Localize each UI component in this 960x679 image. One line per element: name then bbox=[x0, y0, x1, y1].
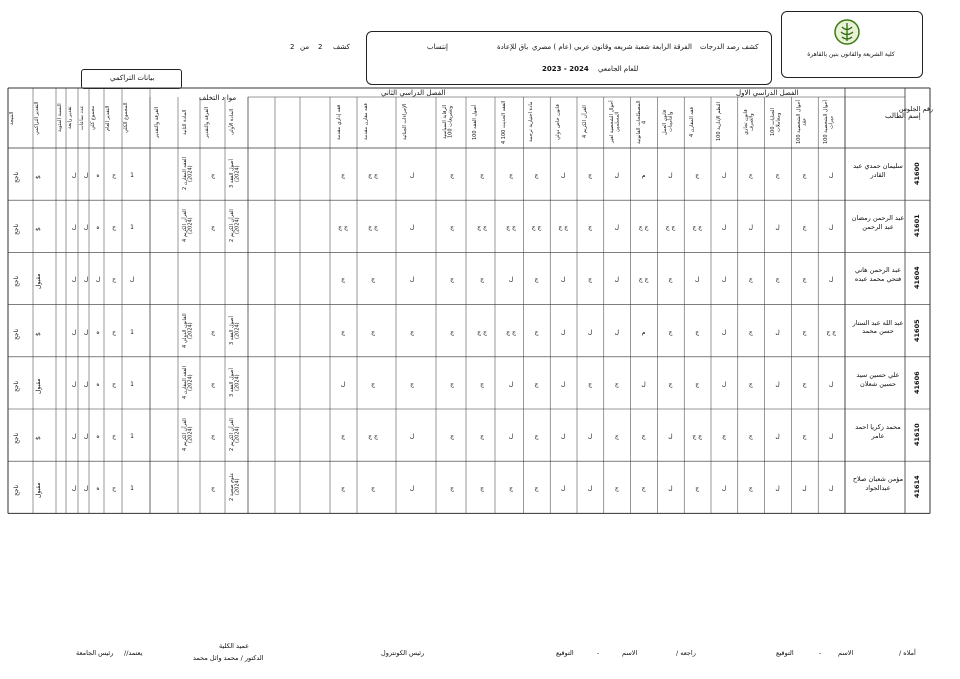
sem1-grade: ج bbox=[641, 433, 646, 440]
sem2-subject-header: فقه مقارن مقدمة bbox=[363, 103, 369, 141]
sem1-grade: ل bbox=[775, 328, 780, 336]
sem1-grade: ج bbox=[534, 433, 539, 440]
sem1-grade: ج bbox=[534, 485, 539, 493]
sem1-subject-header: القرآن الكريم 4 bbox=[582, 105, 588, 139]
col-semester1: الفصل الدراسي الاول bbox=[736, 89, 799, 97]
sem1-subject-header: مادة اختيارية ترجمة bbox=[528, 101, 535, 143]
cum-percent: $ bbox=[35, 436, 42, 440]
sem1-grade: ج bbox=[668, 380, 673, 388]
sem2-subject-header: الإجراءات الجنائية bbox=[402, 103, 408, 141]
carried-subject: القانون الدولي 4 (2024) bbox=[182, 313, 194, 348]
hours-value: ه bbox=[96, 433, 100, 440]
result-value: ناجح bbox=[13, 484, 20, 496]
sem1-grade: ل bbox=[587, 433, 593, 440]
sem2-grade: ج bbox=[450, 276, 454, 284]
sem1-grade: ل bbox=[721, 224, 727, 232]
sem2-subject-header: الرقابة السياسية وتشريعات 100 bbox=[442, 104, 454, 140]
overall-grade: ح bbox=[112, 328, 116, 336]
hours-value: ه bbox=[96, 485, 100, 493]
sem1-grade: ج bbox=[668, 276, 673, 284]
sem2-grade: ج bbox=[341, 328, 345, 336]
tail-header-total: مجموع كلي bbox=[90, 105, 96, 131]
sem2-grade: ج ج bbox=[368, 224, 378, 232]
sem2-grade: ج bbox=[410, 380, 414, 388]
tail-header-overall: التقدير العام bbox=[105, 105, 111, 131]
result-value: ناجح bbox=[13, 275, 20, 287]
sem1-grade: ل bbox=[561, 485, 566, 493]
sem2-grade: ل bbox=[409, 224, 415, 232]
sem1-subject-header: قانون العمل والتأمينات bbox=[662, 109, 674, 135]
result-value: ناجح bbox=[13, 328, 20, 340]
sem1-grade: ج bbox=[802, 172, 807, 179]
sem2-grade: ج bbox=[341, 433, 345, 440]
sem2-subject-header: فقه إداري مقدمة bbox=[336, 104, 342, 140]
level4-grade-b: ل bbox=[71, 380, 77, 388]
sem2-subject-header: الفقه الحديث 100 4 bbox=[501, 100, 507, 144]
sem1-grade: ل bbox=[802, 485, 807, 493]
seat-number: 41610 bbox=[913, 423, 921, 447]
sem1-grade: ل bbox=[721, 328, 727, 336]
tail-header-cum_grade: التقدير التراكمي bbox=[34, 101, 40, 135]
result-value: ناجح bbox=[13, 432, 20, 444]
footer-sign2: التوقيع bbox=[556, 649, 574, 657]
sem2-grade: ج bbox=[450, 485, 454, 493]
sem2-grade: ج bbox=[450, 172, 454, 179]
tail-header-level4: تقدير رابعة bbox=[67, 106, 73, 130]
sem1-grade: ج bbox=[748, 485, 753, 493]
report-title: كشف رصد الدرجات bbox=[700, 43, 759, 51]
overall-grade: ح bbox=[112, 276, 116, 284]
sem1-subject-header: قانون خاص دولي bbox=[555, 104, 562, 140]
sem1-grade: ج bbox=[588, 224, 592, 232]
grand-total: 1 bbox=[130, 380, 134, 388]
sem2-grade: ج ج bbox=[477, 328, 487, 336]
overall-grade: ح bbox=[112, 485, 116, 493]
carried-grade: ج bbox=[211, 485, 215, 493]
carried-subject: أصول الفقه 3 (2024) bbox=[229, 316, 241, 346]
level4-grade-b: ل bbox=[71, 172, 77, 179]
footer-president: رئيس الجامعة bbox=[76, 649, 114, 657]
carried-grade: ج bbox=[211, 172, 215, 179]
sem1-grade: ج bbox=[748, 328, 753, 336]
cum-percent: $ bbox=[35, 227, 42, 232]
sem1-grade: ل bbox=[775, 224, 780, 232]
sem2-grade: ج bbox=[480, 276, 484, 284]
col-seat-no: رقم الجلوس bbox=[899, 105, 934, 113]
sem2-subject-header: أصول الفقه 100 bbox=[472, 104, 478, 140]
footer-approved: يعتمد// bbox=[124, 649, 143, 657]
hours-value: ه bbox=[96, 380, 100, 388]
sem2-grade: ج bbox=[371, 380, 375, 388]
sem1-grade: ج bbox=[748, 172, 753, 179]
leave-status: باق للإعادة bbox=[497, 43, 529, 51]
carried-grade: ج bbox=[211, 433, 215, 440]
sem2-grade: ج bbox=[480, 380, 484, 388]
student-name: عبد الرحمن رمضان عبد الرحمن bbox=[851, 214, 905, 231]
sem1-grade: ج bbox=[722, 433, 726, 440]
sem1-grade: ج bbox=[775, 172, 780, 179]
sem1-grade: ج bbox=[614, 485, 619, 493]
seat-number: 41604 bbox=[913, 267, 921, 290]
sem2-grade: ج bbox=[450, 328, 454, 336]
sem1-grade: ج bbox=[748, 380, 753, 388]
sem1-grade: ل bbox=[721, 172, 727, 179]
sem1-grade: ل bbox=[829, 224, 834, 232]
sem2-grade: ج bbox=[450, 433, 454, 440]
sem1-grade: ج ج bbox=[638, 224, 649, 232]
academic-year-label: للعام الجامعي bbox=[598, 65, 639, 73]
sem1-grade: ل bbox=[721, 380, 727, 388]
footer-dean-name: الدكتور / محمد وائل محمد bbox=[193, 654, 264, 662]
sem1-grade: ل bbox=[829, 172, 834, 179]
level4-grade: ل bbox=[83, 172, 89, 179]
level4-grade: ل bbox=[83, 276, 89, 284]
sem1-grade: ج bbox=[695, 172, 700, 179]
sem1-grade: ج bbox=[802, 328, 807, 336]
tail-header-grand_total: المجموع الكلي bbox=[123, 102, 129, 134]
sem1-grade: ل bbox=[721, 485, 727, 493]
sem1-grade: ل bbox=[829, 276, 834, 284]
cum-percent: مقبول bbox=[35, 378, 42, 394]
tail-header-cum_pct: النسبة المئوية bbox=[57, 103, 63, 133]
footer-dictated: أملاه / bbox=[899, 649, 916, 657]
of-label: من bbox=[300, 43, 310, 51]
col-semester2: الفصل الدراسي الثاني bbox=[381, 89, 446, 97]
sem1-grade: ل bbox=[641, 380, 646, 388]
sem1-subject-header: فقه المقارن 4 bbox=[689, 107, 696, 137]
sem2-grade: ج bbox=[371, 485, 375, 493]
level4-grade: ل bbox=[83, 433, 89, 440]
student-name: مؤمن شعبان صلاح عبدالجواد bbox=[852, 475, 904, 492]
seat-number: 41606 bbox=[913, 371, 921, 395]
sem1-grade: ج ج bbox=[665, 224, 676, 232]
academic-year: 2023 - 2024 bbox=[542, 65, 589, 73]
sem1-grade: ل bbox=[614, 224, 619, 232]
sem1-grade: ج bbox=[668, 328, 673, 336]
sem2-grade: ل bbox=[409, 485, 415, 493]
cum-percent: مقبول bbox=[35, 273, 42, 290]
carried-subject: القرآن الكريم 4 (2024) bbox=[182, 418, 194, 452]
carried-subject: أصول الفقه 3 (2024) bbox=[229, 368, 241, 398]
overall-grade: ح bbox=[112, 172, 116, 179]
sheet-number: 2 bbox=[318, 43, 323, 51]
sem1-grade: ج bbox=[614, 380, 619, 388]
sem1-grade: ل bbox=[561, 433, 566, 440]
grand-total: ل bbox=[129, 276, 135, 284]
sem1-grade: ج bbox=[695, 380, 700, 388]
sem2-grade: ل bbox=[508, 276, 514, 284]
sem1-grade: م bbox=[641, 328, 646, 336]
sem1-grade: ج bbox=[802, 380, 807, 388]
seat-number: 41600 bbox=[913, 162, 921, 186]
sem1-grade: ل bbox=[695, 276, 700, 284]
footer-name2: الاسم bbox=[622, 649, 638, 657]
carried-grade: ج bbox=[211, 328, 215, 336]
level4-grade-b: ل bbox=[71, 328, 77, 336]
sem1-grade: ل bbox=[829, 380, 834, 388]
carried-subject: أصول الفقه 3 (2024) bbox=[229, 159, 241, 189]
carried-subject-header: المادة الأولى bbox=[229, 108, 235, 136]
student-name: علي حسين سيد حسين شعلان bbox=[856, 370, 900, 388]
footer-sign1: التوقيع bbox=[776, 649, 794, 657]
result-value: ناجح bbox=[13, 171, 20, 183]
seat-number: 41601 bbox=[913, 214, 921, 238]
col-carried: موا د التخلف bbox=[199, 94, 237, 102]
tail-header-result: النتيجة bbox=[9, 111, 15, 125]
sem1-subject-header: الجنايات 100 ومعاملات bbox=[769, 108, 781, 136]
sem1-grade: ل bbox=[829, 433, 834, 440]
sem2-grade: ج bbox=[509, 172, 513, 179]
sem1-grade: ل bbox=[614, 276, 619, 284]
sem1-grade: ل bbox=[587, 328, 593, 336]
hours-value: ه bbox=[96, 172, 100, 179]
grand-total: 1 bbox=[130, 172, 134, 179]
seat-number: 41605 bbox=[913, 319, 921, 342]
sem2-grade: ج ج bbox=[506, 224, 516, 232]
grand-total: 1 bbox=[130, 224, 134, 232]
sem2-grade: ج ج bbox=[506, 328, 516, 336]
sem1-grade: م bbox=[641, 172, 646, 179]
cumulative-label: بيانات التراكمي bbox=[110, 74, 155, 82]
level4-grade-b: ل bbox=[71, 276, 77, 284]
sem1-grade: ج bbox=[588, 380, 592, 388]
sem1-grade: ل bbox=[668, 433, 673, 440]
sem2-grade: ج bbox=[371, 276, 375, 284]
sem1-subject-header: قانون تجاري والصرف bbox=[742, 109, 755, 135]
cum-percent: $ bbox=[35, 175, 42, 179]
level4-grade-b: ل bbox=[71, 485, 77, 493]
sem2-grade: ج bbox=[371, 328, 375, 336]
overall-grade: ح bbox=[112, 380, 116, 388]
sem1-grade: ج bbox=[748, 276, 753, 284]
sheet-label: كشف bbox=[333, 43, 350, 51]
sem1-subject-header: أحوال الشخصية 100 ميراث bbox=[823, 100, 835, 144]
tail-header-hours: عدد ساعات bbox=[79, 105, 85, 131]
sem1-grade: ل bbox=[561, 276, 566, 284]
sem2-grade: ج bbox=[450, 380, 454, 388]
sem1-grade: ل bbox=[748, 224, 753, 232]
sem2-grade: ل bbox=[340, 380, 346, 388]
sem1-subject-header: النظم الإدارية 100 bbox=[716, 102, 722, 142]
carried-subject-header: الفرقة والتقدير bbox=[154, 106, 160, 138]
sem2-grade: ج ج bbox=[368, 433, 378, 440]
sem2-grade: ج bbox=[480, 485, 484, 493]
sem2-grade: ج bbox=[341, 276, 345, 284]
carried-subject-header: الفرقة والتقدير bbox=[204, 106, 210, 138]
carried-grade: ج bbox=[211, 380, 215, 388]
sem2-grade: ج ج bbox=[368, 172, 378, 179]
hours-value: ه bbox=[96, 224, 100, 232]
sem2-grade: ل bbox=[409, 276, 415, 284]
student-name: عبد الله عبد الستار حسن محمد bbox=[852, 318, 904, 336]
sem1-grade: ل bbox=[775, 380, 780, 388]
sem1-grade: ج bbox=[588, 172, 592, 179]
carried-subject: القرآن الكريم 2 (2024) bbox=[229, 209, 241, 243]
sem2-grade: ل bbox=[508, 433, 514, 440]
level4-grade: ل bbox=[83, 328, 89, 336]
carried-subject: القرآن الكريم 4 (2024) bbox=[182, 209, 194, 243]
sem2-grade: ج bbox=[341, 172, 345, 179]
hours-value: ه bbox=[96, 328, 100, 336]
sem1-grade: ج ج bbox=[638, 276, 649, 284]
seat-number: 41614 bbox=[913, 475, 921, 499]
sem2-grade: ج bbox=[450, 224, 454, 232]
hours-value: ل bbox=[95, 276, 101, 284]
sem2-grade: ج ج bbox=[338, 224, 348, 232]
sem1-grade: ج bbox=[695, 485, 700, 493]
level4-grade: ل bbox=[83, 380, 89, 388]
sem1-grade: ج bbox=[614, 433, 619, 440]
sem1-grade: ج bbox=[534, 328, 539, 336]
sem1-grade: ج ج bbox=[558, 224, 569, 232]
sem1-grade: ج bbox=[588, 276, 592, 284]
sem1-grade: ل bbox=[721, 276, 727, 284]
carried-subject-header: المادة الثانية bbox=[182, 109, 188, 135]
college-name: كلية الشريعة والقانون بنين بالقاهرة bbox=[807, 51, 895, 58]
student-name: عبد الرحمن هاني فتحي محمد عبده bbox=[854, 266, 902, 284]
level4-grade-b: ل bbox=[71, 433, 77, 440]
footer-dean-title: عميد الكلية bbox=[219, 642, 250, 650]
carried-subject: علوم صحية 2 (2024) bbox=[229, 473, 241, 502]
sem1-grade: ل bbox=[561, 172, 566, 179]
carried-grade: ج bbox=[211, 224, 215, 232]
sem2-grade: ل bbox=[508, 380, 514, 388]
sem1-grade: ج ج bbox=[826, 328, 837, 336]
student-name: محمد زكريا احمد عامر bbox=[855, 423, 901, 440]
footer-reviewed: راجعه / bbox=[676, 649, 696, 657]
sem1-grade: ل bbox=[614, 328, 619, 336]
sem2-grade: ل bbox=[409, 433, 415, 440]
grand-total: 1 bbox=[130, 328, 134, 336]
sheet-total: 2 bbox=[290, 43, 295, 51]
grand-total: 1 bbox=[130, 485, 134, 493]
program-line: الفرقة الرابعة شعبة شريعه وقانون عربي (عام ) مصري bbox=[532, 43, 692, 51]
cum-percent: $ bbox=[35, 331, 42, 336]
sem2-grade: ج bbox=[341, 485, 345, 493]
sem1-grade: ج bbox=[802, 224, 807, 232]
sem1-subject-header: أحوال الشخصية 100 عقد bbox=[796, 100, 808, 144]
carried-subject: الفقه المقارن 2 (2024) bbox=[182, 157, 194, 191]
sem2-grade: ل bbox=[409, 172, 415, 179]
sem2-grade: ج bbox=[509, 485, 513, 493]
sem1-grade: ج ج bbox=[531, 224, 542, 232]
sem1-grade: ج bbox=[775, 276, 780, 284]
footer-name1: الاسم bbox=[838, 649, 854, 657]
sem1-grade: ل bbox=[829, 485, 834, 493]
sem2-grade: ج bbox=[410, 328, 414, 336]
sem1-grade: ج bbox=[534, 380, 539, 388]
affiliation-label: إنتساب bbox=[427, 43, 448, 51]
overall-grade: ح bbox=[112, 224, 116, 232]
sem1-subject-header: المصطلحات القانونية 4 bbox=[635, 100, 647, 144]
sem1-grade: ل bbox=[668, 172, 673, 179]
sem1-grade: ج bbox=[641, 485, 646, 493]
carried-subject: الفقه المقارن 4 (2024) bbox=[182, 366, 194, 400]
student-name: سليمان حمدي عبد القادر bbox=[853, 162, 903, 179]
sem2-grade: ج bbox=[480, 172, 484, 179]
level4-grade: ل bbox=[83, 485, 89, 493]
sem1-grade: ل bbox=[775, 433, 780, 440]
sem1-grade: ل bbox=[668, 485, 673, 493]
sem1-grade: ج ج bbox=[692, 433, 703, 440]
result-value: ناجح bbox=[13, 223, 20, 235]
sem1-grade: ج bbox=[534, 172, 539, 179]
carried-subject: القرآن الكريم 2 (2024) bbox=[229, 418, 241, 452]
sem1-subject-header: أحوال الشخصية لغير المسلمين bbox=[608, 100, 621, 144]
sem2-grade: ج ج bbox=[477, 224, 487, 232]
sem1-grade: ج bbox=[802, 276, 807, 284]
sem1-grade: ج bbox=[534, 276, 539, 284]
sem1-grade: ج bbox=[748, 433, 753, 440]
level4-grade-b: ل bbox=[71, 224, 77, 232]
sem1-grade: ل bbox=[587, 485, 593, 493]
sem1-grade: ل bbox=[561, 328, 566, 336]
grand-total: 1 bbox=[130, 433, 134, 440]
overall-grade: ح bbox=[112, 433, 116, 440]
sem1-grade: ل bbox=[775, 485, 780, 493]
sem1-grade: ل bbox=[561, 380, 566, 388]
sem1-grade: ج ج bbox=[692, 224, 703, 232]
sem2-grade: ج bbox=[480, 433, 484, 440]
result-value: ناجح bbox=[13, 380, 20, 392]
sem1-grade: ل bbox=[614, 172, 619, 179]
sem1-grade: ج bbox=[695, 328, 700, 336]
sem1-grade: ج bbox=[802, 433, 807, 440]
level4-grade: ل bbox=[83, 224, 89, 232]
cum-percent: مقبول bbox=[35, 482, 42, 498]
footer-control-head: رئيس الكونترول bbox=[381, 649, 425, 657]
col-student-name: إسم الطالب bbox=[885, 112, 921, 120]
